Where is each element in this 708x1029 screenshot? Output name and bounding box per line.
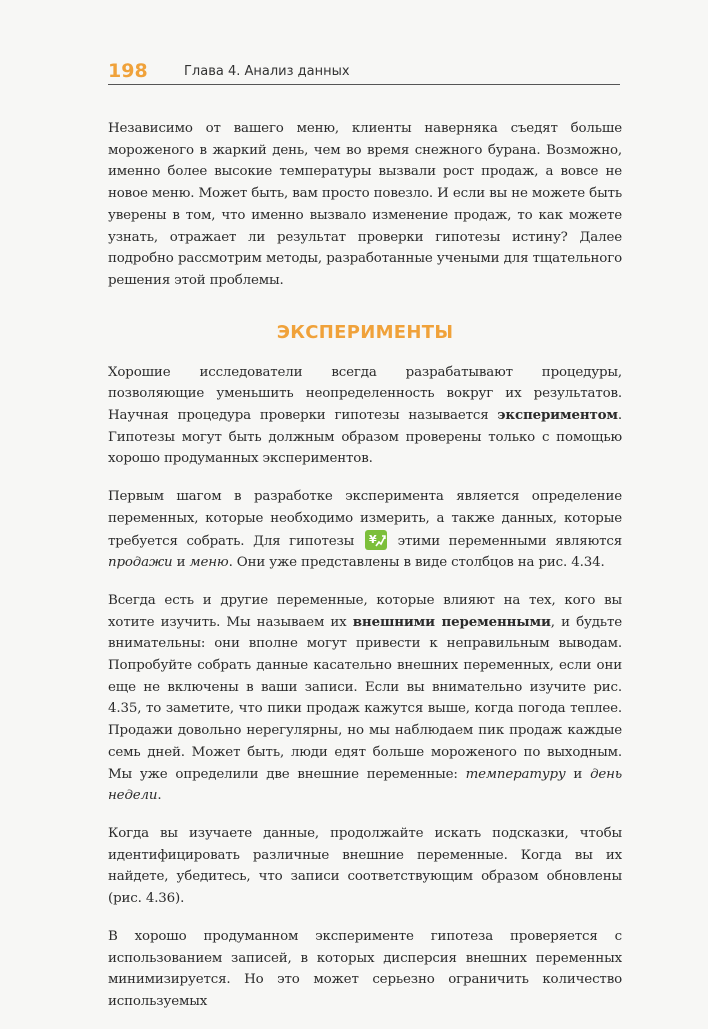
text-span: . Гипотезы могут быть должным образом проверены только с помощью хорошо продуманных экспериментов. <box>108 408 622 467</box>
text-span: этими переменными являются <box>397 533 622 549</box>
chapter-title: Глава 4. Анализ данных <box>184 64 350 79</box>
body-text <box>108 118 622 1029</box>
text-span: . Они уже представлены в виде столбцов на рис. 4.34. <box>228 555 605 571</box>
term-external-variables: внешними переменными <box>352 613 551 630</box>
text-span: Первым шагом в разработке эксперимента является определение переменных, которые необходимо измерить, а также данных, которые требуется собрать. Для гипотезы <box>108 489 622 549</box>
text-span: Хорошие исследователи всегда разрабатывают процедуры, позволяющие уменьшить неопределенность вокруг их результатов. Научная процедура проверки гипотезы называется <box>108 364 622 424</box>
text-span: , и будьте внимательны: они вполне могут привести к неправильным выводам. Попробуйте собрать данные касательно внешних переменных, если они еще не включены в ваши записи. Если вы внимательно изучите рис. 4.35, то заметите, что пики продаж кажутся выше, когда погода теплее. Продажи довольно нерегулярны, но мы наблюдаем пик продаж каждые семь дней. Может быть, люди едят больше мороженого по выходным. Мы уже определили две внешние переменные: <box>108 614 622 782</box>
running-header <box>108 60 620 85</box>
var-menu: меню <box>189 555 229 571</box>
var-day-of-week: день недели <box>108 766 622 804</box>
paragraph-5: Когда вы изучаете данные, продолжайте искать подсказки, чтобы идентифицировать различные внешние переменные. Когда вы их найдете, убедитесь, что записи соответствующим образом обновлены (рис. 4.36). <box>108 825 622 907</box>
text-span: . <box>157 788 162 804</box>
var-temperature: температуру <box>465 766 566 782</box>
section-heading: ЭКСПЕРИМЕНТЫ <box>276 321 454 343</box>
page-number: 198 <box>108 60 148 82</box>
text-span: Всегда есть и другие переменные, которые влияют на тех, кого вы хотите изучить. Мы называем их <box>108 592 622 630</box>
text-span: и <box>176 555 186 571</box>
text-span: и <box>565 766 591 782</box>
paragraph-1: Независимо от вашего меню, клиенты наверняка съедят больше мороженого в жаркий день, чем во время снежного бурана. Возможно, именно более высокие температуры вызвали рост продаж, а вовсе не новое меню. Может быть, вам просто повезло. И если вы не можете быть уверены в том, что именно вызвало изменение продаж, то как можете узнать, отражает ли результат проверки гипотезы истину? Далее подробно рассмотрим методы, разработанные учеными для тщательного решения этой проблемы. <box>108 121 622 288</box>
paragraph-4 <box>108 590 622 807</box>
svg-text:¥: ¥ <box>368 532 377 546</box>
paragraph-3 <box>108 486 622 574</box>
var-sales: продажи <box>108 555 173 571</box>
paragraph-6: В хорошо продуманном эксперименте гипотеза проверяется с использованием записей, в которых дисперсия внешних переменных минимизируется. Но это может серьезно ограничить количество используемых <box>108 928 622 1009</box>
hypothesis-sales-icon <box>365 530 387 550</box>
term-experiment: экспериментом <box>497 407 618 424</box>
paragraph-2 <box>108 362 622 471</box>
